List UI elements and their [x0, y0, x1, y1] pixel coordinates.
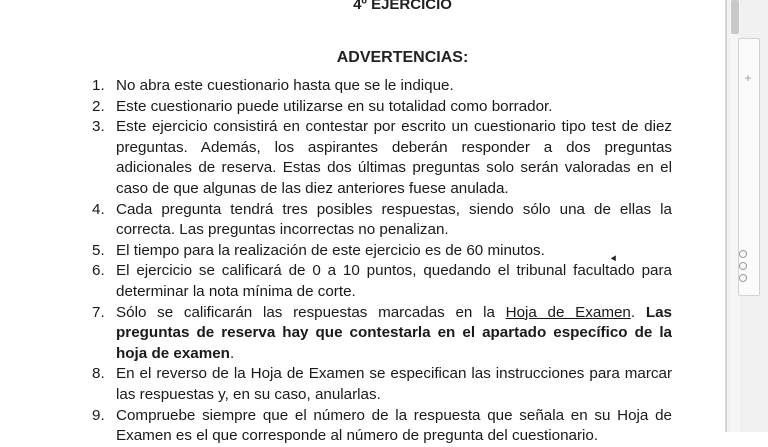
list-item	[92, 406, 672, 447]
item-number: 3.	[92, 118, 105, 136]
item-text-part: Sólo se calificarán las respuestas marcadas en la	[116, 303, 506, 321]
list-item	[92, 241, 672, 262]
radio-dot-icon[interactable]	[739, 262, 747, 270]
list-item	[92, 261, 672, 302]
plus-icon[interactable]: +	[744, 71, 752, 85]
left-margin	[0, 0, 80, 432]
reserve-questions-bold: Las preguntas de reserva hay que contestarla en el apartado específico de la hoja de examen	[116, 303, 672, 362]
warnings-list	[92, 76, 672, 447]
item-number: 1.	[92, 77, 105, 94]
item-text-part: .	[630, 303, 646, 321]
item-text: El tiempo para la realización de este ejercicio es de 60 minutos.	[116, 241, 545, 259]
item-number: 5.	[92, 241, 105, 259]
item-text-part: .	[229, 344, 235, 362]
item-number: 2.	[92, 97, 105, 115]
list-item	[92, 303, 672, 365]
list-item	[92, 364, 672, 405]
item-text	[116, 303, 672, 365]
item-text: En el reverso de la Hoja de Examen se especifican las instrucciones para marcar las respuestas y, en su caso, anularlas.	[116, 365, 672, 403]
list-item	[92, 76, 672, 97]
item-number: 4.	[92, 200, 105, 218]
warnings-heading: ADVERTENCIAS:	[336, 49, 469, 66]
scrollbar-thumb[interactable]	[731, 0, 739, 34]
item-number: 7.	[92, 303, 105, 321]
list-item	[92, 200, 672, 241]
item-text: Compruebe siempre que el número de la respuesta que señala en su Hoja de Examen es el que corresponde al número de pregunta del cuestionario.	[116, 406, 672, 445]
item-text: Este ejercicio consistirá en contestar por escrito un cuestionario tipo test de diez preguntas. Además, los aspirantes deberán responder a dos preguntas adicionales de reserva. Estas dos últimas preguntas solo serán valoradas en el caso de que algunas de las diez anteriores fuese anulada.	[116, 118, 672, 197]
item-text: Este cuestionario puede utilizarse en su totalidad como borrador.	[116, 97, 553, 115]
list-item	[92, 117, 672, 199]
item-text: El ejercicio se calificará de 0 a 10 puntos, quedando el tribunal facultado para determinar la nota mínima de corte.	[116, 262, 672, 300]
item-number: 9.	[92, 406, 105, 424]
item-number: 8.	[92, 365, 105, 383]
radio-dot-icon[interactable]	[739, 274, 747, 282]
item-text: Cada pregunta tendrá tres posibles respuestas, siendo sólo una de ellas la correcta. Las preguntas incorrectas no penalizan.	[116, 200, 672, 239]
radio-dot-icon[interactable]	[739, 250, 747, 258]
list-item	[92, 97, 672, 118]
item-text: No abra este cuestionario hasta que se le indique.	[116, 77, 454, 94]
exercise-title: 4º EJERCICIO	[353, 0, 452, 13]
exam-sheet-underlined: Hoja de Examen	[505, 303, 631, 321]
item-number: 6.	[92, 262, 105, 280]
